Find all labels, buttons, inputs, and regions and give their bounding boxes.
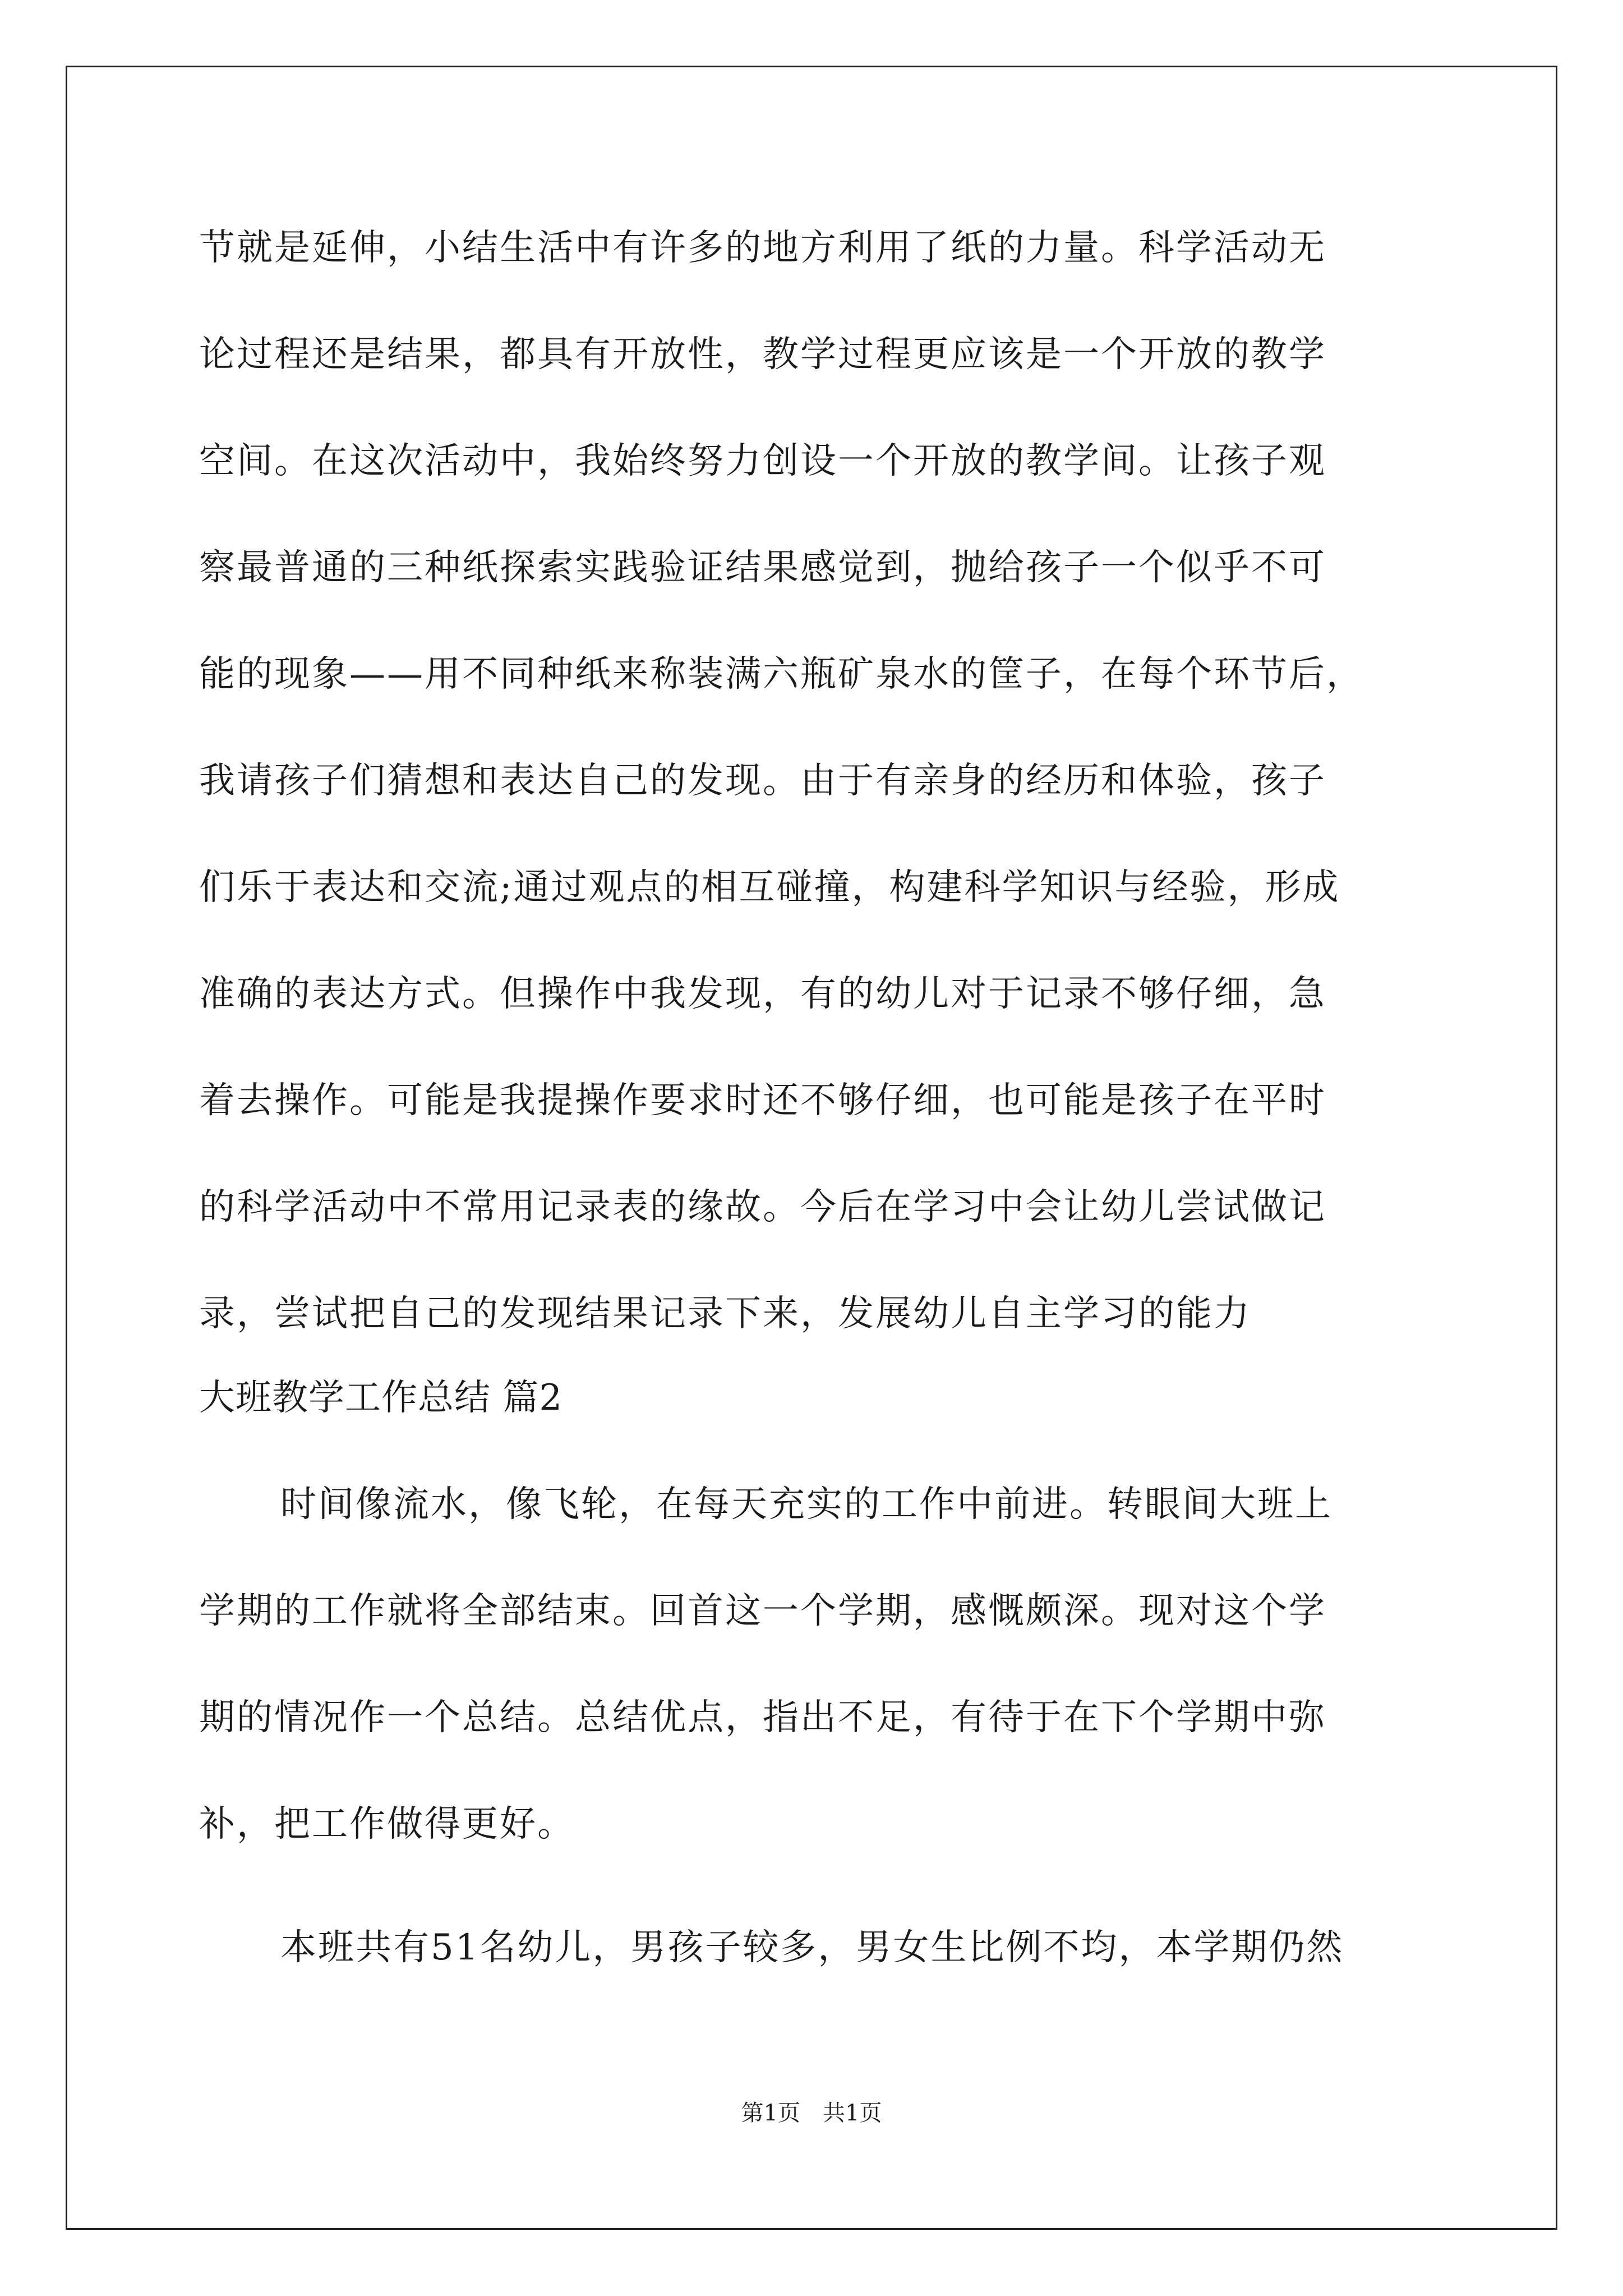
paragraph-line: 期的情况作一个总结。总结优点，指出不足，有待于在下个学期中弥	[199, 1697, 1326, 1738]
paragraph-line: 空间。在这次活动中，我始终努力创设一个开放的教学间。让孩子观	[199, 440, 1326, 482]
paragraph-line: 本班共有51名幼儿，男孩子较多，男女生比例不均，本学期仍然	[280, 1927, 1344, 1968]
paragraph-line: 我请孩子们猜想和表达自己的发现。由于有亲身的经历和体验，孩子	[199, 760, 1326, 802]
paragraph-line: 节就是延伸，小结生活中有许多的地方利用了纸的力量。科学活动无	[199, 227, 1326, 269]
paragraph-line: 着去操作。可能是我提操作要求时还不够仔细，也可能是孩子在平时	[199, 1080, 1326, 1121]
paragraph-line: 的科学活动中不常用记录表的缘故。今后在学习中会让幼儿尝试做记	[199, 1186, 1326, 1228]
paragraph-line: 准确的表达方式。但操作中我发现，有的幼儿对于记录不够仔细，急	[199, 973, 1326, 1015]
paragraph-line: 论过程还是结果，都具有开放性，教学过程更应该是一个开放的教学	[199, 334, 1326, 375]
paragraph-line: 察最普通的三种纸探索实践验证结果感觉到，抛给孩子一个似乎不可	[199, 547, 1326, 588]
paragraph-line: 录，尝试把自己的发现结果记录下来，发展幼儿自主学习的能力	[199, 1293, 1251, 1335]
paragraph-line: 能的现象——用不同种纸来称装满六瓶矿泉水的筐子，在每个环节后，	[199, 654, 1364, 695]
page-border	[66, 66, 1557, 2230]
paragraph-line: 时间像流水，像飞轮，在每天充实的工作中前进。转眼间大班上	[280, 1484, 1332, 1525]
page-footer: 第1页 共1页	[741, 2100, 882, 2126]
section-heading: 大班教学工作总结 篇2	[199, 1377, 563, 1419]
paragraph-line: 学期的工作就将全部结束。回首这一个学期，感慨颇深。现对这个学	[199, 1590, 1326, 1632]
paragraph-line: 补，把工作做得更好。	[199, 1803, 575, 1845]
paragraph-line: 们乐于表达和交流;通过观点的相互碰撞，构建科学知识与经验，形成	[199, 867, 1340, 908]
